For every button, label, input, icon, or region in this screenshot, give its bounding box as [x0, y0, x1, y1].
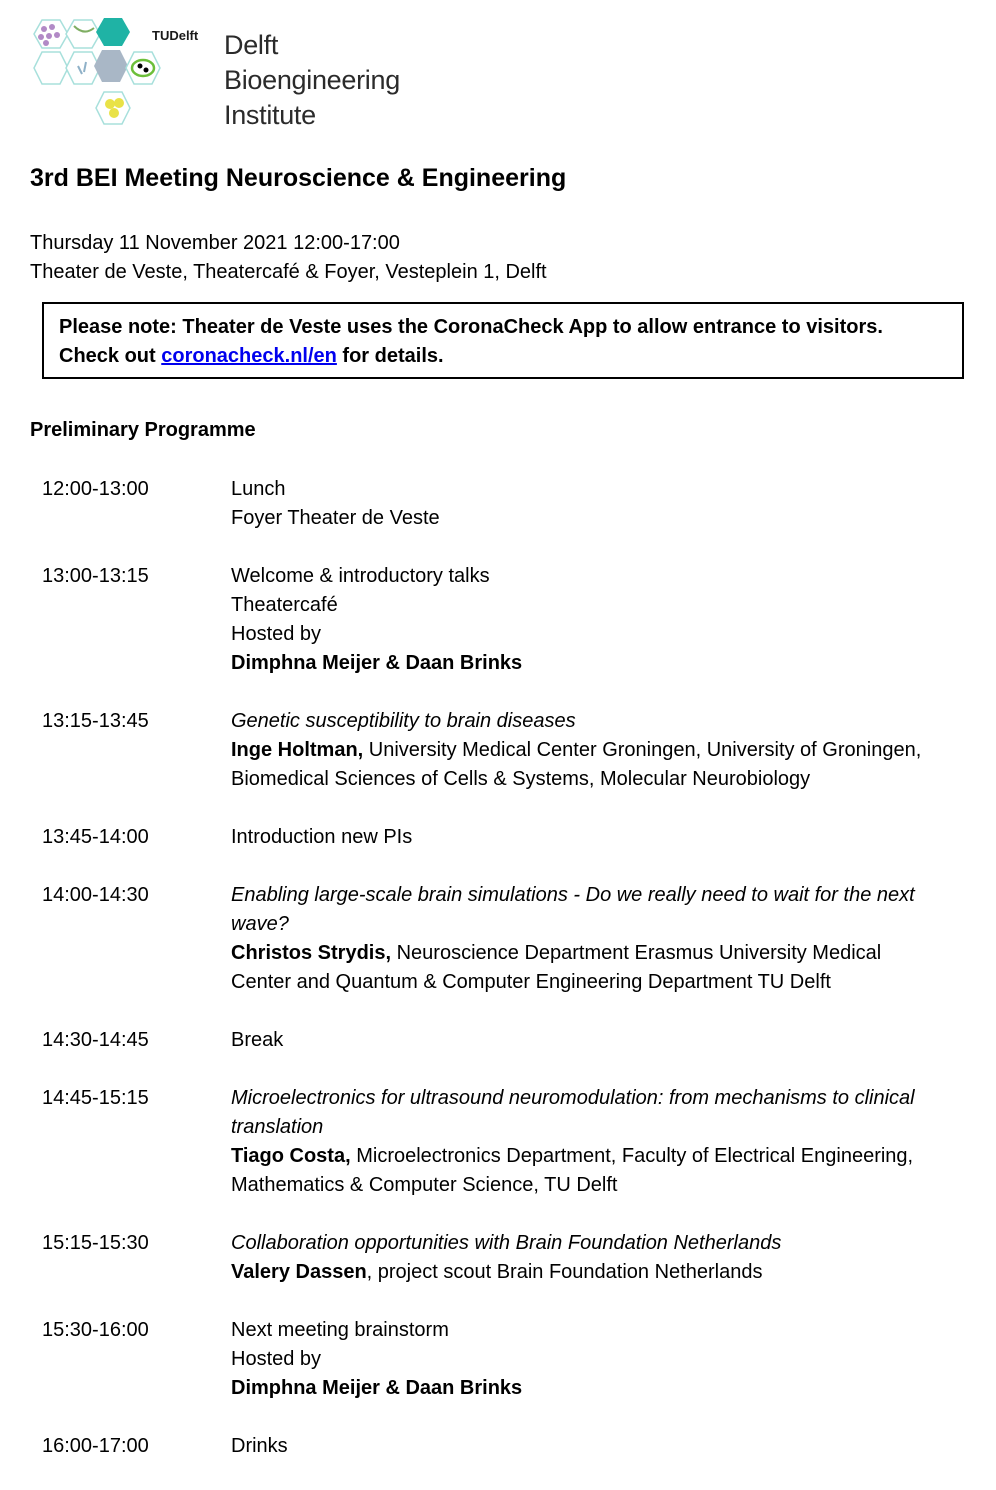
programme-host: [231, 620, 942, 678]
host-prefix: Hosted by: [231, 623, 322, 645]
programme-desc: [231, 881, 942, 997]
speaker-line: [231, 1142, 942, 1200]
programme-desc: [231, 1084, 942, 1200]
speaker-affiliation: , project scout Brain Foundation Netherlands: [366, 1261, 763, 1283]
programme-time: 12:00-13:00: [42, 478, 149, 500]
programme-desc: [231, 562, 942, 678]
programme-time: 15:15-15:30: [42, 1232, 149, 1254]
programme-time: 16:00-17:00: [42, 1435, 149, 1457]
notice-text: for details.: [336, 345, 444, 367]
programme-time: 14:30-14:45: [42, 1029, 149, 1051]
programme-time: 13:00-13:15: [42, 565, 149, 587]
programme-line: Lunch: [231, 478, 286, 500]
programme-desc: [231, 475, 942, 533]
programme-desc: [231, 707, 942, 794]
event-venue: Theater de Veste, Theatercafé & Foyer, Vesteplein 1, Delft: [30, 261, 547, 283]
programme-time: 13:15-13:45: [42, 710, 149, 732]
institute-logo: [28, 14, 428, 139]
programme-item: [42, 1229, 942, 1287]
programme-item: [42, 707, 942, 794]
talk-title: Microelectronics for ultrasound neuromodulation: from mechanisms to clinical translation: [231, 1087, 915, 1138]
speaker-affiliation: University Medical Center Groningen, University of Groningen, Biomedical Sciences of Cells & Systems, Molecular Neurobiology: [231, 739, 922, 790]
tu-delft-badge: [152, 28, 198, 43]
tu-delft-label: TUDelft: [152, 28, 199, 43]
notice-box: [42, 302, 964, 379]
programme-line: Foyer Theater de Veste: [231, 507, 440, 529]
speaker-affiliation: Microelectronics Department, Faculty of Electrical Engineering, Mathematics & Computer Science, TU Delft: [231, 1145, 914, 1196]
programme-item: [42, 1316, 942, 1403]
programme-line: Theatercafé: [231, 594, 338, 616]
institute-name-line: Institute: [224, 100, 316, 130]
speaker-name: Valery Dassen: [231, 1261, 367, 1283]
programme-time: 14:00-14:30: [42, 884, 149, 906]
programme-item: [42, 823, 942, 852]
speaker-name: Christos Strydis,: [231, 942, 392, 964]
talk-title: Genetic susceptibility to brain diseases: [231, 710, 576, 732]
programme-heading: Preliminary Programme: [30, 419, 256, 441]
institute-name-line: Delft: [224, 30, 279, 60]
talk-title: Enabling large-scale brain simulations - Do we really need to wait for the next wave?: [231, 884, 915, 935]
host-prefix: Hosted by: [231, 1348, 322, 1370]
host-names: Dimphna Meijer & Daan Brinks: [231, 652, 523, 674]
institute-name-line: Bioengineering: [224, 65, 400, 95]
programme-item: [42, 475, 942, 533]
programme-desc: [231, 1432, 942, 1461]
programme-host: [231, 1345, 942, 1403]
programme-time: 15:30-16:00: [42, 1319, 149, 1341]
programme-line: Drinks: [231, 1435, 288, 1457]
programme-desc: [231, 1026, 942, 1055]
event-date: Thursday 11 November 2021 12:00-17:00: [30, 232, 400, 254]
programme-desc: [231, 823, 942, 852]
notice-text: Check out: [59, 345, 162, 367]
speaker-line: [231, 939, 942, 997]
page-title: 3rd BEI Meeting Neuroscience & Engineering: [30, 164, 567, 192]
programme-item: [42, 562, 942, 678]
programme-time: 14:45-15:15: [42, 1087, 149, 1109]
speaker-name: Inge Holtman,: [231, 739, 364, 761]
speaker-line: [231, 736, 942, 794]
speaker-line: [231, 1258, 942, 1287]
programme-line: Welcome & introductory talks: [231, 565, 490, 587]
programme-item: [42, 1084, 942, 1200]
notice-line: Please note: Theater de Veste uses the CoronaCheck App to allow entrance to visitors.: [59, 316, 883, 338]
coronacheck-link[interactable]: coronacheck.nl/en: [161, 345, 337, 367]
programme-desc: [231, 1229, 942, 1287]
hexagon-cells-logo-icon: [28, 14, 168, 136]
event-meta: [30, 229, 547, 287]
programme-time: 13:45-14:00: [42, 826, 149, 848]
programme-line: Break: [231, 1029, 284, 1051]
programme-desc: [231, 1316, 942, 1403]
programme-item: [42, 1026, 942, 1055]
notice-line: [59, 342, 947, 371]
programme-item: [42, 881, 942, 997]
programme-line: Introduction new PIs: [231, 826, 413, 848]
programme-line: Next meeting brainstorm: [231, 1319, 449, 1341]
programme-list: [42, 475, 942, 1490]
speaker-name: Tiago Costa,: [231, 1145, 351, 1167]
institute-name: [224, 28, 400, 133]
talk-title: Collaboration opportunities with Brain Foundation Netherlands: [231, 1232, 782, 1254]
host-names: Dimphna Meijer & Daan Brinks: [231, 1377, 523, 1399]
programme-item: [42, 1432, 942, 1461]
speaker-affiliation: Neuroscience Department Erasmus University Medical Center and Quantum & Computer Engineering Department TU Delft: [231, 942, 882, 993]
